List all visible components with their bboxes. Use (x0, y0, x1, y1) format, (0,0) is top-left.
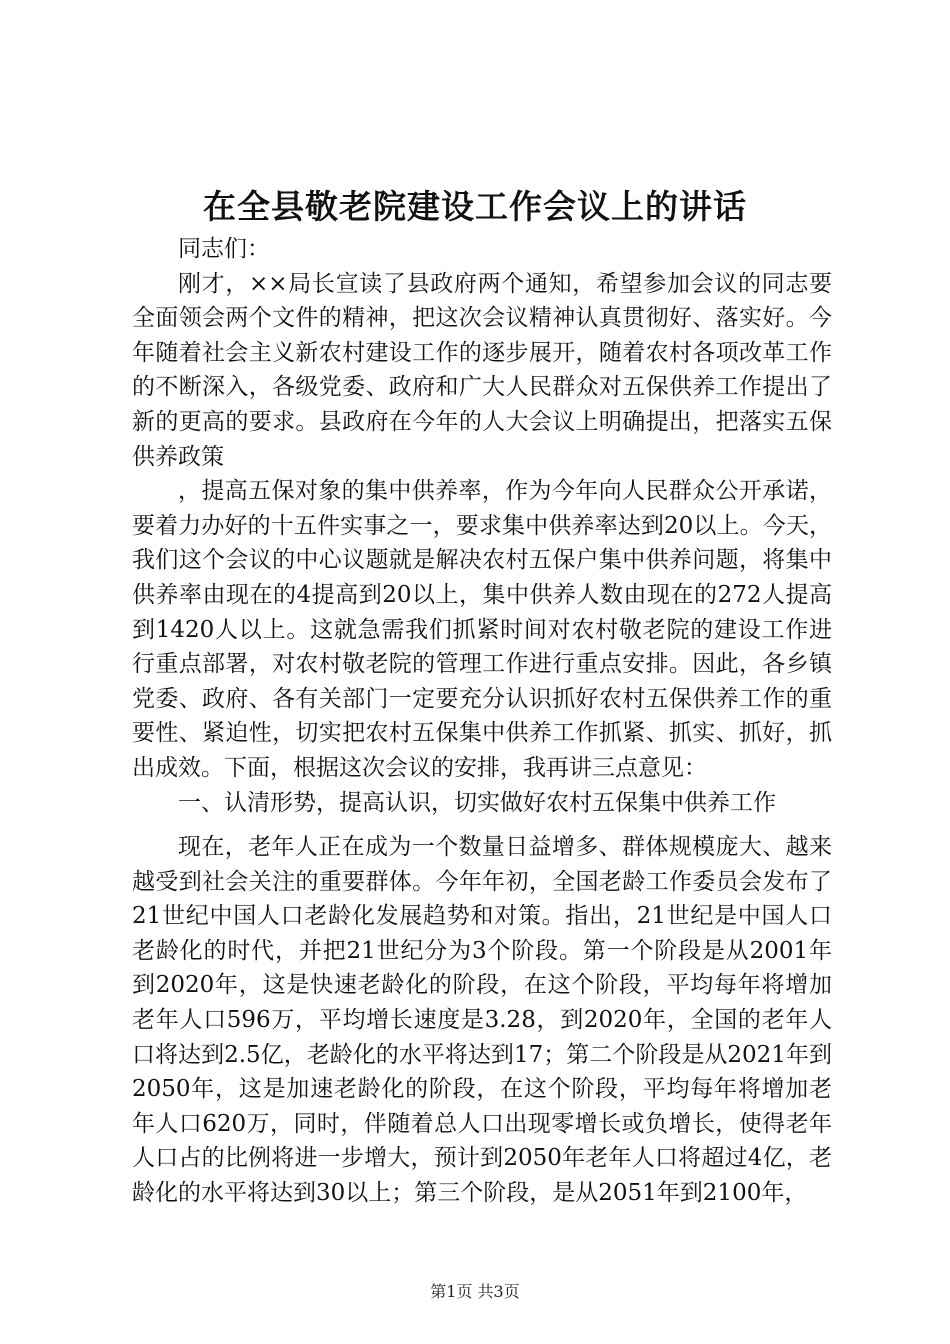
salutation-paragraph: 同志们： (178, 236, 270, 262)
page-footer: 第1页 共3页 (430, 1282, 520, 1301)
body-paragraph: ，提高五保对象的集中供养率，作为今年向人民群众公开承诺，要着力办好的十五件实事之一，要求集中供养率达到20以上。今天，我们这个会议的中心议题就是解决农村五保户集中供养问题，将集中供养率由现在的4提高到20以上，集中供养人数由现在的272人提高到1420人以上。这就急需我们抓紧时间对农村敬老院的建设工作进行重点部署，对农村敬老院的管理工作进行重点安排。因此，各乡镇党委、政府、各有关部门一定要充分认识抓好农村五保供养工作的重要性、紧迫性，切实把农村五保集中供养工作抓紧、抓实、抓好，抓出成效。下面，根据这次会议的安排，我再讲三点意见： (132, 478, 832, 781)
document-body (132, 232, 832, 1211)
document-title: 在全县敬老院建设工作会议上的讲话 (203, 187, 747, 226)
body-paragraph: 现在，老年人正在成为一个数量日益增多、群体规模庞大、越来越受到社会关注的重要群体。今年年初，全国老龄工作委员会发布了21世纪中国人口老龄化发展趋势和对策。指出，21世纪是中国人口老龄化的时代，并把21世纪分为3个阶段。第一个阶段是从2001年到2020年，这是快速老龄化的阶段，在这个阶段，平均每年将增加老年人口596万，平均增长速度是3.28，到2020年，全国的老年人口将达到2.5亿，老龄化的水平将达到17；第二个阶段是从2021年到2050年，这是加速老龄化的阶段，在这个阶段，平均每年将增加老年人口620万，同时，伴随着总人口出现零增长或负增长，使得老年人口占的比例将进一步增大，预计到2050年老年人口将超过4亿，老龄化的水平将达到30以上；第三个阶段，是从2051年到2100年， (132, 834, 832, 1207)
section-heading: 一、认清形势，提高认识，切实做好农村五保集中供养工作 (178, 789, 776, 816)
opening-paragraph: 刚才，××局长宣读了县政府两个通知，希望参加会议的同志要全面领会两个文件的精神，把这次会议精神认真贯彻好、落实好。今年随着社会主义新农村建设工作的逐步展开，随着农村各项改革工作的不断深入，各级党委、政府和广大人民群众对五保供养工作提出了新的更高的要求。县政府在今年的人大会议上明确提出，把落实五保供养政策 (132, 270, 832, 470)
